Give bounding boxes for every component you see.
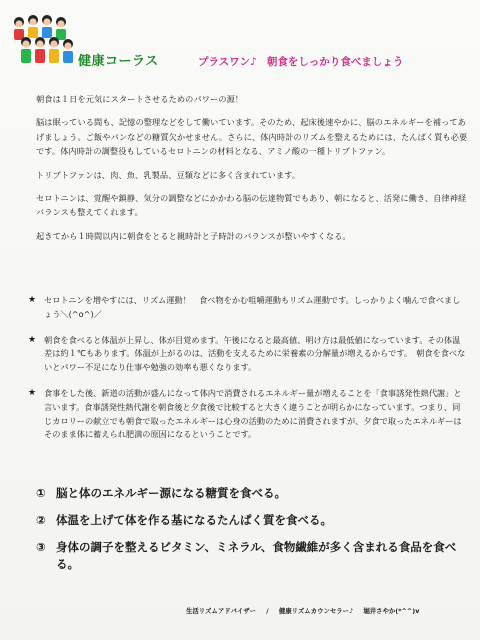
page-subtitle	[198, 54, 403, 69]
point-number: ①	[36, 486, 46, 500]
star-icon: ★	[28, 387, 37, 398]
bullet-text: 朝食を食べると体温が上昇し、体が目覚めます。午後になると最高値、明け方は最低値になっています。その体温差は約１℃もあります。体温が上がるのは、活動を支えるために栄養素の分解量が増えるからです。 朝食を食べないとパワー不足になり仕事や勉強の効率も悪くなります。	[44, 334, 466, 373]
intro-paragraph: 脳は眠っている間も、記憶の整理などをして働いています。そのため、起床後速やかに、脳のエネルギーを補ってあげましょう。ご飯やパンなどの糖質欠かせません。さらに、体内時計のリズムを整えるためには、たんぱく質も必要です。体内時計の調整役もしているセロトニンの材料となる、アミノ酸の一種トリプトファン。	[36, 117, 468, 157]
key-points	[36, 485, 466, 583]
bullet-text: 食事をした後、新道の活動が盛んになって体内で消費されるエネルギー量が増えることを「食事誘発性熱代謝」と言います。食事誘発性熱代謝を朝食後と夕食後で比較すると大きく違うことが明らかになっています。つまり、同じカロリーの献立でも朝食で取ったエネルギーは心身の活動のために消費されますが、夕食で取ったエネルギーはそのまま体に蓄えられ肥満の原因になるということです。	[44, 387, 462, 440]
footer-author: 堀井さやか(*^^)v	[363, 607, 420, 615]
footer-role-advisor: 生活リズムアドバイザー	[186, 607, 257, 615]
intro-section	[36, 92, 468, 243]
footer-credit	[186, 606, 419, 615]
brand-title: 健康コーラス	[78, 54, 159, 69]
point-number: ②	[36, 513, 46, 527]
footer-role-counselor: 健康リズムカウンセラー♪	[278, 607, 354, 615]
footer-separator: /	[266, 607, 269, 615]
bullet-item	[28, 387, 468, 442]
key-point	[36, 539, 466, 573]
point-text: 脳と体のエネルギー源になる糖質を食べる。	[56, 486, 286, 500]
star-icon: ★	[28, 295, 37, 305]
subtitle-lead: プラスワン♪	[198, 56, 257, 68]
intro-paragraph: 朝食は１日を元気にスタートさせるためのパワーの源！	[36, 94, 244, 104]
key-point	[36, 512, 466, 529]
point-number: ③	[36, 540, 46, 554]
key-point	[36, 485, 466, 502]
point-text: 身体の調子を整えるビタミン、ミネラル、食物繊維が多く含まれる食品を食べる。	[56, 540, 457, 571]
bullet-item	[28, 334, 468, 375]
subtitle-main: 朝食をしっかり食べましょう	[266, 56, 404, 68]
header	[6, 12, 476, 72]
chorus-logo-icon	[10, 12, 76, 68]
bullet-list	[28, 294, 468, 454]
intro-paragraph: トリプトファンは、肉、魚、乳製品、豆類などに多く含まれています。	[36, 169, 301, 180]
bullet-text: セロトニンを増やすには、リズム運動！ 食べ物をかむ咀嚼運動もリズム運動です。しっかりよく噛んで食べましょう＼(^o^)／	[44, 295, 461, 319]
intro-paragraph: 起きてから１時間以内に朝食をとると親時計と子時計のバランスが整いやすくなる。	[36, 230, 351, 241]
bullet-item	[28, 294, 468, 322]
intro-paragraph: セロトニンは、覚醒や鎮静、気分の調整などにかかわる脳の伝達物質でもあり、朝になると、活発に働き、自律神経バランスも整えてくれます。	[36, 193, 467, 218]
point-text: 体温を上げて体を作る基になるたんぱく質を食べる。	[56, 513, 332, 527]
star-icon: ★	[28, 334, 37, 345]
